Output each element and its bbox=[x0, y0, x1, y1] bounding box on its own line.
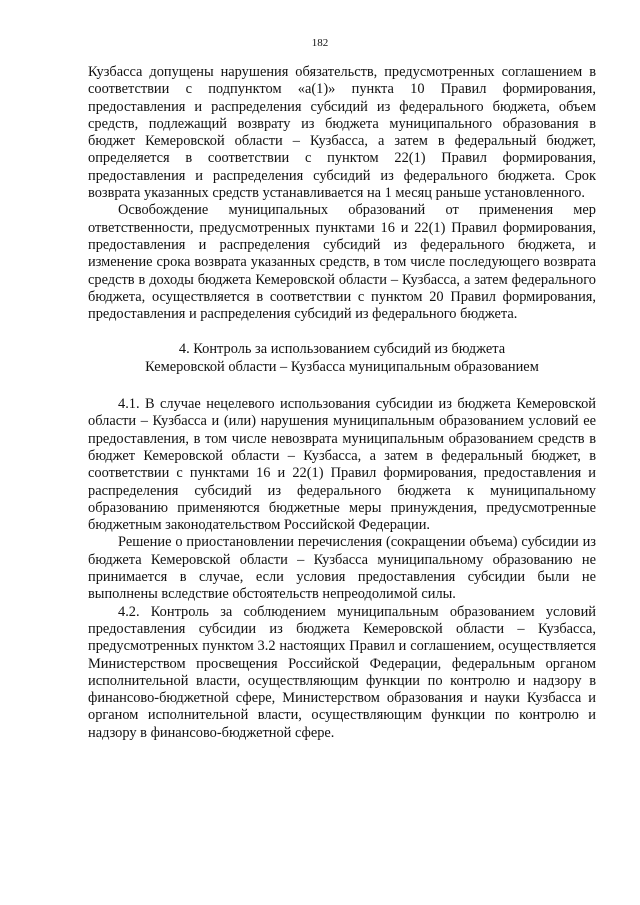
paragraph: 4.2. Контроль за соблюдением муниципальным образованием условий предоставления субсидии из бюджета Кемеровской области – Кузбасса, предусмотренных пунктом 3.2 настоящих Правил и соглашением, осуществляется Министерством просвещения Российской Федерации, федеральным органом исполнительной власти, осуществляющим функции по контролю и надзору в финансово-бюджетной сфере, Министерством образования и науки Кузбасса и органом исполнительной власти, осуществляющим функции по контролю и надзору в финансово-бюджетной сфере. bbox=[88, 603, 596, 741]
section-heading-line: 4. Контроль за использованием субсидий из бюджета bbox=[178, 341, 506, 358]
page-number: 182 bbox=[311, 37, 329, 49]
document-body bbox=[88, 64, 596, 742]
paragraph: Освобождение муниципальных образований от применения мер ответственности, предусмотренных пунктами 16 и 22(1) Правил формирования, предоставления и распределения субсидий из федерального бюджета, и изменение срока возврата указанных средств, в том числе последующего возврата средств в доходы бюджета Кемеровской области – Кузбасса, а затем федерального бюджета, осуществляется в соответствии с пунктом 20 Правил формирования, предоставления и распределения субсидий из федерального бюджета. bbox=[88, 202, 596, 323]
section-heading-line: Кемеровской области – Кузбасса муниципальным образованием bbox=[145, 358, 539, 375]
paragraph: 4.1. В случае нецелевого использования субсидии из бюджета Кемеровской области – Кузбасса и (или) нарушения муниципальным образованием условий ее предоставления, в том числе невозврата муниципальным образованием средств в бюджет Кемеровской области – Кузбасса, а затем в федеральный бюджет, в соответствии с пунктами 16 и 22(1) Правил формирования, предоставления и распределения субсидий из федерального бюджета к муниципальному образованию применяются бюджетные меры принуждения, предусмотренные бюджетным законодательством Российской Федерации. bbox=[88, 396, 596, 534]
paragraph: Кузбасса допущены нарушения обязательств, предусмотренных соглашением в соответствии с подпунктом «а(1)» пункта 10 Правил формирования, предоставления и распределения субсидий из федерального бюджета, объем средств, подлежащий возврату из бюджета муниципального образования в бюджет Кемеровской области – Кузбасса, а затем в федеральный бюджет, определяется в соответствии с пунктом 22(1) Правил формирования, предоставления и распределения субсидий из федерального бюджета. Срок возврата указанных средств устанавливается на 1 месяц раньше установленного. bbox=[88, 64, 596, 202]
paragraph: Решение о приостановлении перечисления (сокращении объема) субсидии из бюджета Кемеровской области – Кузбасса муниципальному образованию не принимается в случае, если условия предоставления субсидии были не выполнены вследствие обстоятельств непреодолимой силы. bbox=[88, 534, 596, 603]
section-heading bbox=[88, 341, 596, 376]
